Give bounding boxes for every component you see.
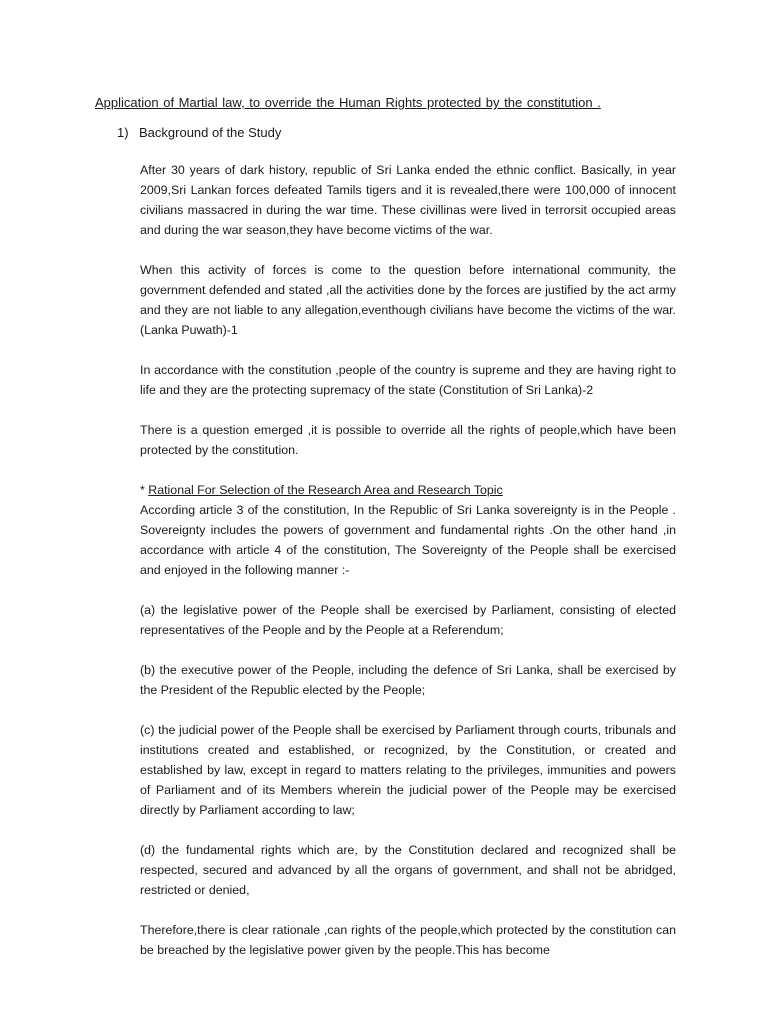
clause-d: (d) the fundamental rights which are, by the Constitution declared and recognized shall be respected, secured and advanced by all the organs of government, and shall not be abridged, restricted or denied, — [140, 843, 676, 897]
document-title: Application of Martial law, to override the Human Rights protected by the constitution . — [95, 95, 601, 110]
clause-b: (b) the executive power of the People, including the defence of Sri Lanka, shall be exercised by the President of the Republic elected by the People; — [140, 663, 676, 697]
clause-a: (a) the legislative power of the People shall be exercised by Parliament, consisting of elected representatives of the People and by the People at a Referendum; — [140, 603, 676, 637]
closing-paragraph: Therefore,there is clear rationale ,can rights of the people,which protected by the constitution can be breached by the legislative power given by the people.This has become — [140, 923, 676, 957]
section-heading — [117, 124, 281, 142]
section-number: 1) — [117, 125, 129, 140]
paragraph-background-3: In accordance with the constitution ,people of the country is supreme and they are having right to life and they are the protecting supremacy of the state (Constitution of Sri Lanka)-2 — [140, 363, 676, 397]
paragraph-background-2: When this activity of forces is come to the question before international community, the government defended and stated ,all the activities done by the forces are justified by the act army and they are not liable to any allegation,eventhough civilians have become the victims of the war. (Lanka Puwath)-1 — [140, 263, 676, 337]
document-body — [140, 160, 676, 980]
section-heading-text: Background of the Study — [139, 125, 282, 140]
clause-c: (c) the judicial power of the People shall be exercised by Parliament through courts, tribunals and institutions created and established, or recognized, by the Constitution, or created and established by law, except in regard to matters relating to the privileges, immunities and powers of Parliament and of its Members wherein the judicial power of the People may be exercised directly by Parliament according to law; — [140, 723, 676, 817]
rationale-paragraph: According article 3 of the constitution, In the Republic of Sri Lanka sovereignty is in the People . Sovereignty includes the powers of government and fundamental rights .On the other hand ,in accordance with article 4 of the constitution, The Sovereignty of the People shall be exercised and enjoyed in the following manner :- — [140, 503, 676, 577]
rationale-heading — [140, 480, 676, 500]
paragraph-background-1: After 30 years of dark history, republic of Sri Lanka ended the ethnic conflict. Basically, in year 2009,Sri Lankan forces defeated Tamils tigers and it is revealed,there were 100,000 of innocent civilians massacred in during the war time. These civillinas were lived in terrorsit occupied areas and during the war season,they have become victims of the war. — [140, 163, 676, 237]
paragraph-background-4: There is a question emerged ,it is possible to override all the rights of people,which have been protected by the constitution. — [140, 423, 676, 457]
rationale-bullet: * — [140, 483, 149, 497]
rationale-heading-text: Rational For Selection of the Research Area and Research Topic — [148, 483, 503, 497]
